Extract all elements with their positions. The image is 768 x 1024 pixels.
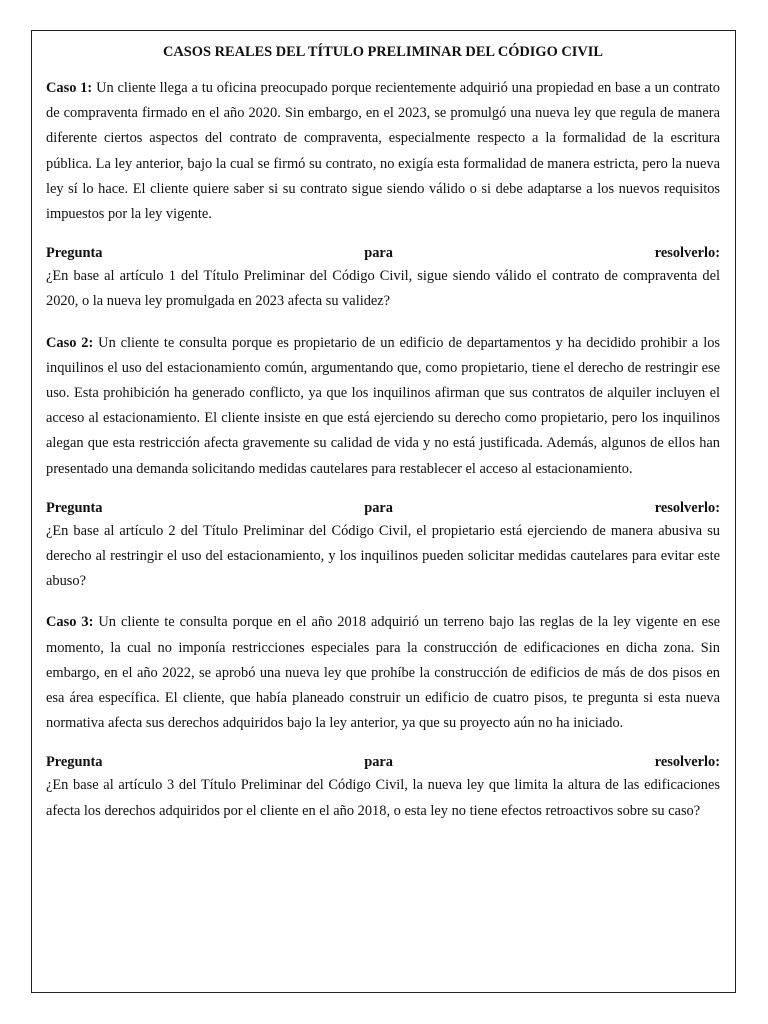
case-3-question: ¿En base al artículo 3 del Título Preliminar del Código Civil, la nueva ley que limita la altura de las edificaciones afecta los derechos adquiridos por el cliente en el año 2018, o esta ley no tiene efectos retroactivos sobre su caso? [46, 777, 720, 819]
case-2-label: Caso 2: [46, 334, 94, 351]
question-heading-word-3: resolverlo: [654, 499, 720, 516]
question-heading-word-2: para [364, 754, 394, 771]
case-3-text: Un cliente te consulta porque en el año 2018 adquirió un terreno bajo las reglas de la ley vigente en ese momento, la cual no imponía restricciones especiales para la construcción de edificaciones en dicha zona. Sin embargo, en el año 2022, se aprobó una nueva ley que prohíbe la construcción de edificios de más de dos pisos en esa área específica. El cliente, que había planeado construir un edificio de cuatro pisos, te pregunta si esta nueva normativa afecta sus derechos adquiridos bajo la ley anterior, ya que su proyecto aún no ha iniciado. [46, 614, 721, 732]
question-heading-word-3: resolverlo: [654, 754, 720, 771]
question-heading-word-1: Pregunta [46, 499, 103, 516]
question-heading-word-2: para [364, 499, 394, 516]
case-1-label: Caso 1: [46, 80, 93, 96]
case-3-paragraph [46, 610, 720, 736]
case-2-text: Un cliente te consulta porque es propietario de un edificio de departamentos y ha decidido prohibir a los inquilinos el uso del estacionamiento común, argumentando que, como propietario, tiene el derecho de restringir ese uso. Esta prohibición ha generado conflicto, ya que los inquilinos afirman que sus contratos de alquiler incluyen el acceso al estacionamiento. El cliente insiste en que está ejerciendo su derecho como propietario, pero los inquilinos alegan que esta restricción afecta gravemente su calidad de vida y no está justificada. Además, algunos de ellos han presentado una demanda solicitando medidas cautelares para restablecer el acceso al estacionamiento. [46, 334, 720, 477]
case-1-question: ¿En base al artículo 1 del Título Preliminar del Código Civil, sigue siendo válido el contrato de compraventa del 2020, o la nueva ley promulgada en 2023 afecta su validez? [46, 268, 720, 310]
case-1-text: Un cliente llega a tu oficina preocupado porque recientemente adquirió una propiedad en base a un contrato de compraventa firmado en el año 2020. Sin embargo, en el 2023, se promulgó una nueva ley que regula de manera diferente ciertos aspectos del contrato de compraventa, especialmente respecto a la formalidad de la escritura pública. La ley anterior, bajo la cual se firmó su contrato, no exigía esta formalidad de manera estricta, pero la nueva ley sí lo hace. El cliente quiere saber si su contrato sigue siendo válido o si debe adaptarse a los nuevos requisitos impuestos por la ley vigente. [46, 80, 721, 223]
document-body [46, 42, 720, 840]
question-heading-word-1: Pregunta [46, 245, 103, 262]
document-title: CASOS REALES DEL TÍTULO PRELIMINAR DEL CÓDIGO CIVIL [163, 44, 603, 60]
question-heading-3 [46, 752, 720, 773]
question-heading-word-2: para [364, 245, 394, 262]
question-heading-word-3: resolverlo: [654, 245, 720, 262]
question-heading-2 [46, 498, 720, 519]
question-heading-word-1: Pregunta [46, 754, 103, 771]
case-2-paragraph [46, 331, 720, 482]
case-2-question: ¿En base al artículo 2 del Título Preliminar del Código Civil, el propietario está ejerciendo de manera abusiva su derecho al restringir el uso del estacionamiento, y los inquilinos pueden solicitar medidas cautelares para evitar este abuso? [46, 522, 720, 590]
question-heading-1 [46, 243, 720, 264]
case-1-paragraph [46, 76, 720, 227]
case-3-label: Caso 3: [46, 614, 94, 631]
